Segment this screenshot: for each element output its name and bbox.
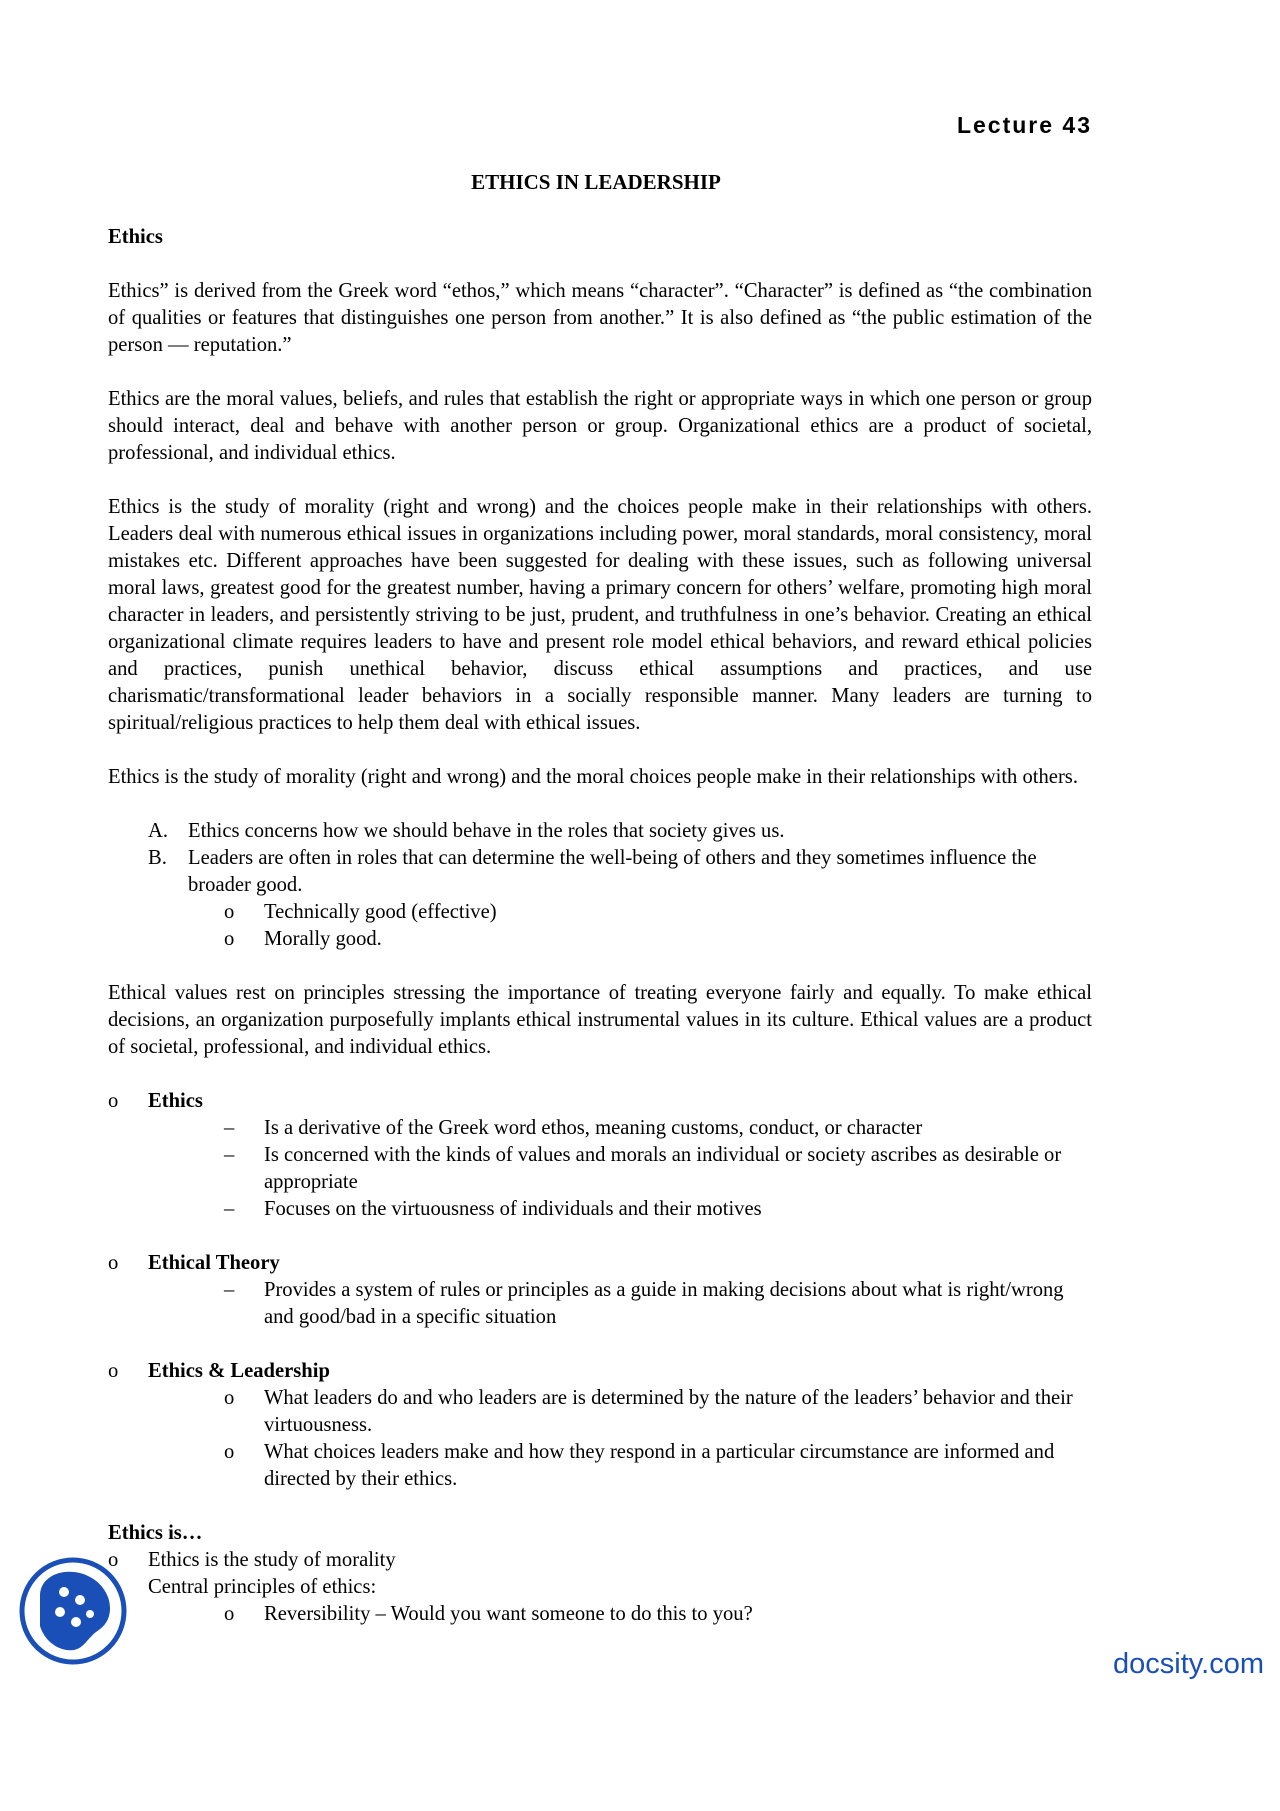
list-text: What choices leaders make and how they respond in a particular circumstance are informed and directed by their ethics. <box>264 1441 1055 1490</box>
list-item <box>108 899 1092 926</box>
list-text: Is a derivative of the Greek word ethos, meaning customs, conduct, or character <box>264 1117 923 1139</box>
topic-title: Ethics <box>148 1090 203 1112</box>
bullet-icon: o <box>224 1603 235 1625</box>
topic-heading <box>108 1088 1092 1115</box>
paragraph: Ethics are the moral values, beliefs, and rules that establish the right or appropriate ways in which one person or group should interact, deal and behave with another person or group. Organizational ethics are a product of societal, professional, and individual ethics. <box>108 388 1092 464</box>
list-item <box>108 1439 1092 1493</box>
list-text: Ethics is the study of morality <box>148 1549 396 1571</box>
list-text: Ethics concerns how we should behave in the roles that society gives us. <box>188 820 785 842</box>
dash-icon: – <box>224 1144 235 1166</box>
paragraph: Ethics” is derived from the Greek word “ethos,” which means “character”. “Character” is defined as “the combination of qualities or features that distinguishes one person from another.” It is also defined as “the public estimation of the person — reputation.” <box>108 280 1092 356</box>
list-text: Morally good. <box>264 928 382 950</box>
list-text: Leaders are often in roles that can determine the well-being of others and they sometimes influence the broader good. <box>188 847 1037 896</box>
bullet-icon: o <box>108 1252 119 1274</box>
bullet-icon: o <box>108 1090 119 1112</box>
list-label: B. <box>148 847 167 869</box>
docsity-watermark[interactable]: docsity.com <box>1113 1648 1264 1680</box>
list-label: A. <box>148 820 169 842</box>
list-text: Focuses on the virtuousness of individuals and their motives <box>264 1198 762 1220</box>
bullet-icon: o <box>224 1441 235 1463</box>
page-title: ETHICS IN LEADERSHIP <box>471 170 721 194</box>
list-text: Technically good (effective) <box>264 901 497 923</box>
bullet-icon: o <box>108 1549 119 1571</box>
lecture-number: Lecture 43 <box>956 112 1092 138</box>
list-item <box>108 1601 1092 1628</box>
bullet-icon: o <box>224 901 235 923</box>
list-item <box>108 1277 1092 1331</box>
document-body <box>108 224 1092 1628</box>
section-heading: Ethics <box>108 226 163 248</box>
list-item <box>108 845 1092 899</box>
bullet-icon: o <box>224 928 235 950</box>
dash-icon: – <box>224 1279 235 1301</box>
list-item <box>108 1196 1092 1223</box>
paragraph: Ethics is the study of morality (right and wrong) and the moral choices people make in their relationships with others. <box>108 766 1078 788</box>
section-heading: Ethics is… <box>108 1522 203 1544</box>
list-item <box>108 1115 1092 1142</box>
topic-title: Ethics & Leadership <box>148 1360 330 1382</box>
list-text: Central principles of ethics: <box>148 1576 377 1598</box>
bullet-icon: o <box>108 1360 119 1382</box>
dash-icon: – <box>224 1117 235 1139</box>
list-text: Is concerned with the kinds of values and morals an individual or society ascribes as desirable or appropriate <box>264 1144 1062 1193</box>
topic-heading <box>108 1358 1092 1385</box>
list-text: What leaders do and who leaders are is determined by the nature of the leaders’ behavior and their virtuousness. <box>264 1387 1073 1436</box>
docsity-logo-icon <box>18 1556 128 1666</box>
dash-icon: – <box>224 1198 235 1220</box>
list-item <box>108 926 1092 953</box>
list-item <box>108 1547 1092 1574</box>
bullet-icon: o <box>224 1387 235 1409</box>
topic-heading <box>108 1250 1092 1277</box>
topic-title: Ethical Theory <box>148 1252 280 1274</box>
list-item <box>108 1574 1092 1601</box>
list-text: Provides a system of rules or principles as a guide in making decisions about what is right/wrong and good/bad in a specific situation <box>264 1279 1064 1328</box>
list-text: Reversibility – Would you want someone to do this to you? <box>264 1603 753 1625</box>
list-item <box>108 1385 1092 1439</box>
list-item <box>108 818 1092 845</box>
paragraph: Ethics is the study of morality (right and wrong) and the choices people make in their relationships with others. Leaders deal with numerous ethical issues in organizations including power, moral standards, moral consistency, moral mistakes etc. Different approaches have been suggested for dealing with these issues, such as following universal moral laws, greatest good for the greatest number, having a primary concern for others’ welfare, promoting high moral character in leaders, and persistently striving to be just, prudent, and truthfulness in one’s behavior. Creating an ethical organizational climate requires leaders to have and present role model ethical behaviors, and reward ethical policies and practices, punish unethical behavior, discuss ethical assumptions and practices, and use charismatic/transformational leader behaviors in a socially responsible manner. Many leaders are turning to spiritual/religious practices to help them deal with ethical issues. <box>108 496 1092 734</box>
list-item <box>108 1142 1092 1196</box>
paragraph: Ethical values rest on principles stressing the importance of treating everyone fairly and equally. To make ethical decisions, an organization purposefully implants ethical instrumental values in its culture. Ethical values are a product of societal, professional, and individual ethics. <box>108 982 1092 1058</box>
